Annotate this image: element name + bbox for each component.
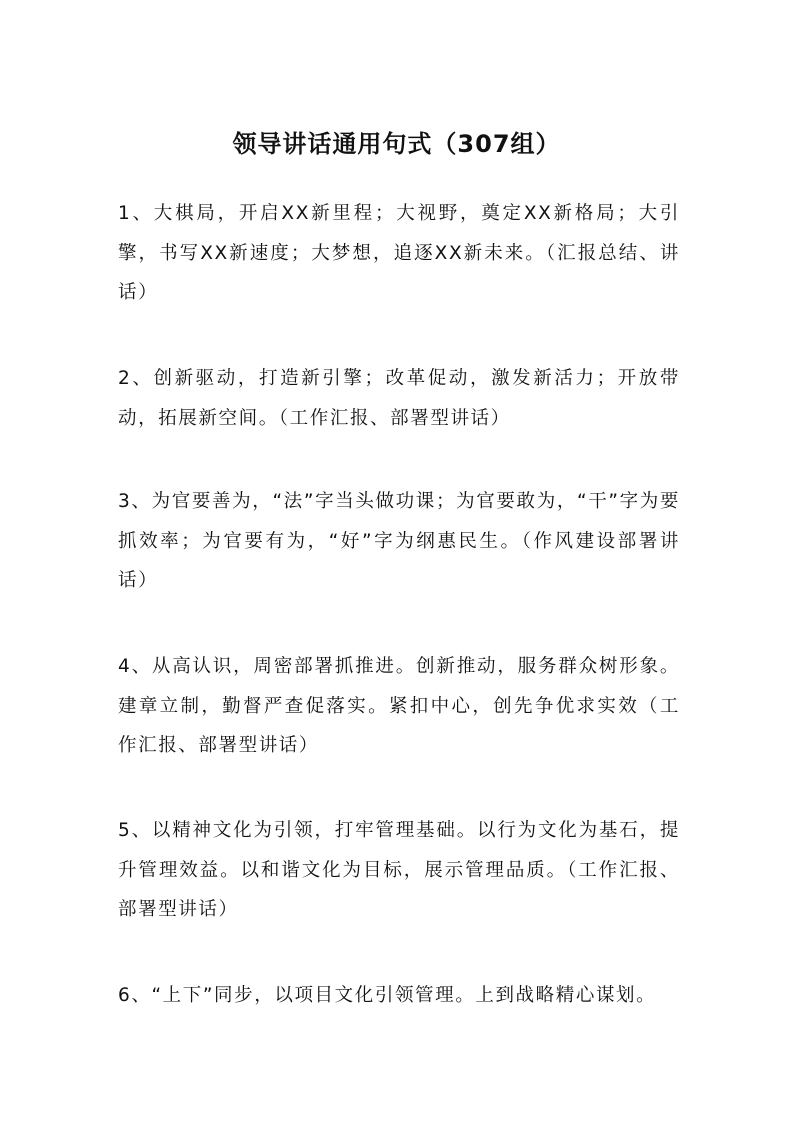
paragraph-2: 2、创新驱动，打造新引擎；改革促动，激发新活力；开放带动，拓展新空间。（工作汇报、部署型讲话）: [118, 368, 680, 429]
paragraph-5: 5、以精神文化为引领，打牢管理基础。以行为文化为基石，提升管理效益。以和谐文化为目标，展示管理品质。（工作汇报、部署型讲话）: [118, 820, 680, 920]
paragraph-1: 1、大棋局，开启XX新里程；大视野，奠定XX新格局；大引擎，书写XX新速度；大梦想，追逐XX新未来。（汇报总结、讲话）: [118, 203, 680, 303]
paragraph-6: 6、“上下”同步，以项目文化引领管理。上到战略精心谋划。: [118, 985, 657, 1006]
paragraph-4: 4、从高认识，周密部署抓推进。创新推动，服务群众树形象。建章立制，勤督严查促落实。紧扣中心，创先争优求实效（工作汇报、部署型讲话）: [118, 656, 680, 756]
document-title: 领导讲话通用句式（307组）: [232, 130, 561, 158]
paragraph-3: 3、为官要善为，“法”字当头做功课；为官要敢为，“干”字为要抓效率；为官要有为，“好”字为纲惠民生。（作风建设部署讲话）: [118, 491, 680, 591]
